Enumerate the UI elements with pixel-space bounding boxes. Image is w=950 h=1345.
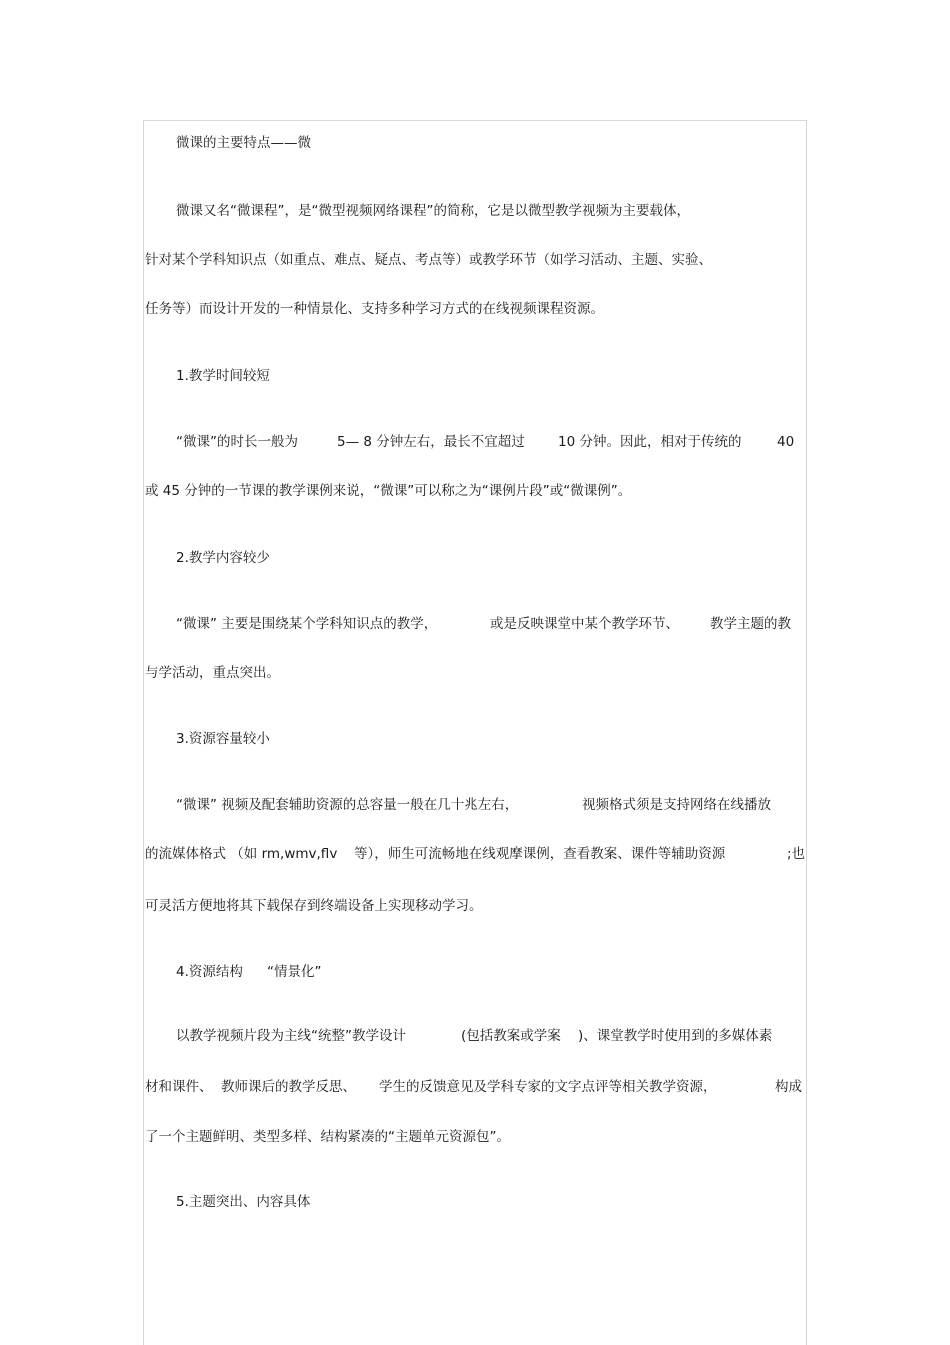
intro-line-1: 微课又名“微课程”，是“微型视频网络课程”的简称，它是以微型教学视频为主要载体， (176, 203, 690, 219)
section-heading-4: 4.资源结构 (176, 964, 243, 980)
section-1-line-1-part-2: 5— 8 分钟左右，最长不宜超过 (337, 434, 525, 450)
section-1-line-1-part-3: 10 分钟。因此，相对于传统的 (558, 434, 742, 450)
section-4-line-3: 了一个主题鲜明、类型多样、结构紧凑的“主题单元资源包”。 (145, 1129, 510, 1145)
section-2-line-1-part-3: 教学主题的教 (710, 616, 791, 632)
section-4-line-2-part-1: 材和课件、 (145, 1079, 213, 1095)
section-heading-1: 1.教学时间较短 (176, 368, 270, 384)
section-heading-5: 5.主题突出、内容具体 (176, 1194, 311, 1210)
section-4-line-1-part-2: (包括教案或学案 (461, 1028, 561, 1044)
section-heading-3: 3.资源容量较小 (176, 731, 270, 747)
section-1-line-1-part-1: “微课”的时长一般为 (176, 434, 298, 450)
page-title: 微课的主要特点——微 (176, 135, 311, 151)
section-2-line-1-part-2: 或是反映课堂中某个教学环节、 (490, 616, 679, 632)
intro-line-3: 任务等）而设计开发的一种情景化、支持多种学习方式的在线视频课程资源。 (145, 301, 604, 317)
section-3-line-2-part-1: 的流媒体格式 （如 rm,wmv,flv (145, 846, 338, 862)
section-4-line-2-part-2: 教师课后的教学反思、 (221, 1079, 356, 1095)
section-4-line-1-part-1: 以教学视频片段为主线“统整”教学设计 (176, 1028, 406, 1044)
section-1-line-1-part-4: 40 (777, 434, 795, 450)
section-3-line-1-part-2: 视频格式须是支持网络在线播放 (582, 797, 771, 813)
section-4-line-2-part-4: 构成 (775, 1079, 802, 1095)
section-3-line-1-part-1: “微课” 视频及配套辅助资源的总容量一般在几十兆左右， (176, 797, 519, 813)
section-heading-4-quote: “情景化” (267, 964, 322, 980)
section-3-line-2-part-2: 等），师生可流畅地在线观摩课例，查看教案、课件等辅助资源 (354, 846, 726, 862)
section-1-line-2: 或 45 分钟的一节课的教学课例来说，“微课”可以称之为“课例片段”或“微课例”。 (145, 483, 632, 499)
section-4-line-2-part-3: 学生的反馈意见及学科专家的文字点评等相关教学资源， (379, 1079, 717, 1095)
section-3-line-3: 可灵活方便地将其下载保存到终端设备上实现移动学习。 (145, 898, 483, 914)
section-heading-2: 2.教学内容较少 (176, 550, 270, 566)
section-4-line-1-part-3: )、课堂教学时使用到的多媒体素 (578, 1028, 773, 1044)
section-3-line-2-part-3: ;也 (787, 846, 806, 862)
section-2-line-2: 与学活动，重点突出。 (145, 665, 280, 681)
intro-line-2: 针对某个学科知识点（如重点、难点、疑点、考点等）或教学环节（如学习活动、主题、实验、 (145, 252, 712, 268)
section-2-line-1-part-1: “微课” 主要是围绕某个学科知识点的教学， (176, 616, 438, 632)
